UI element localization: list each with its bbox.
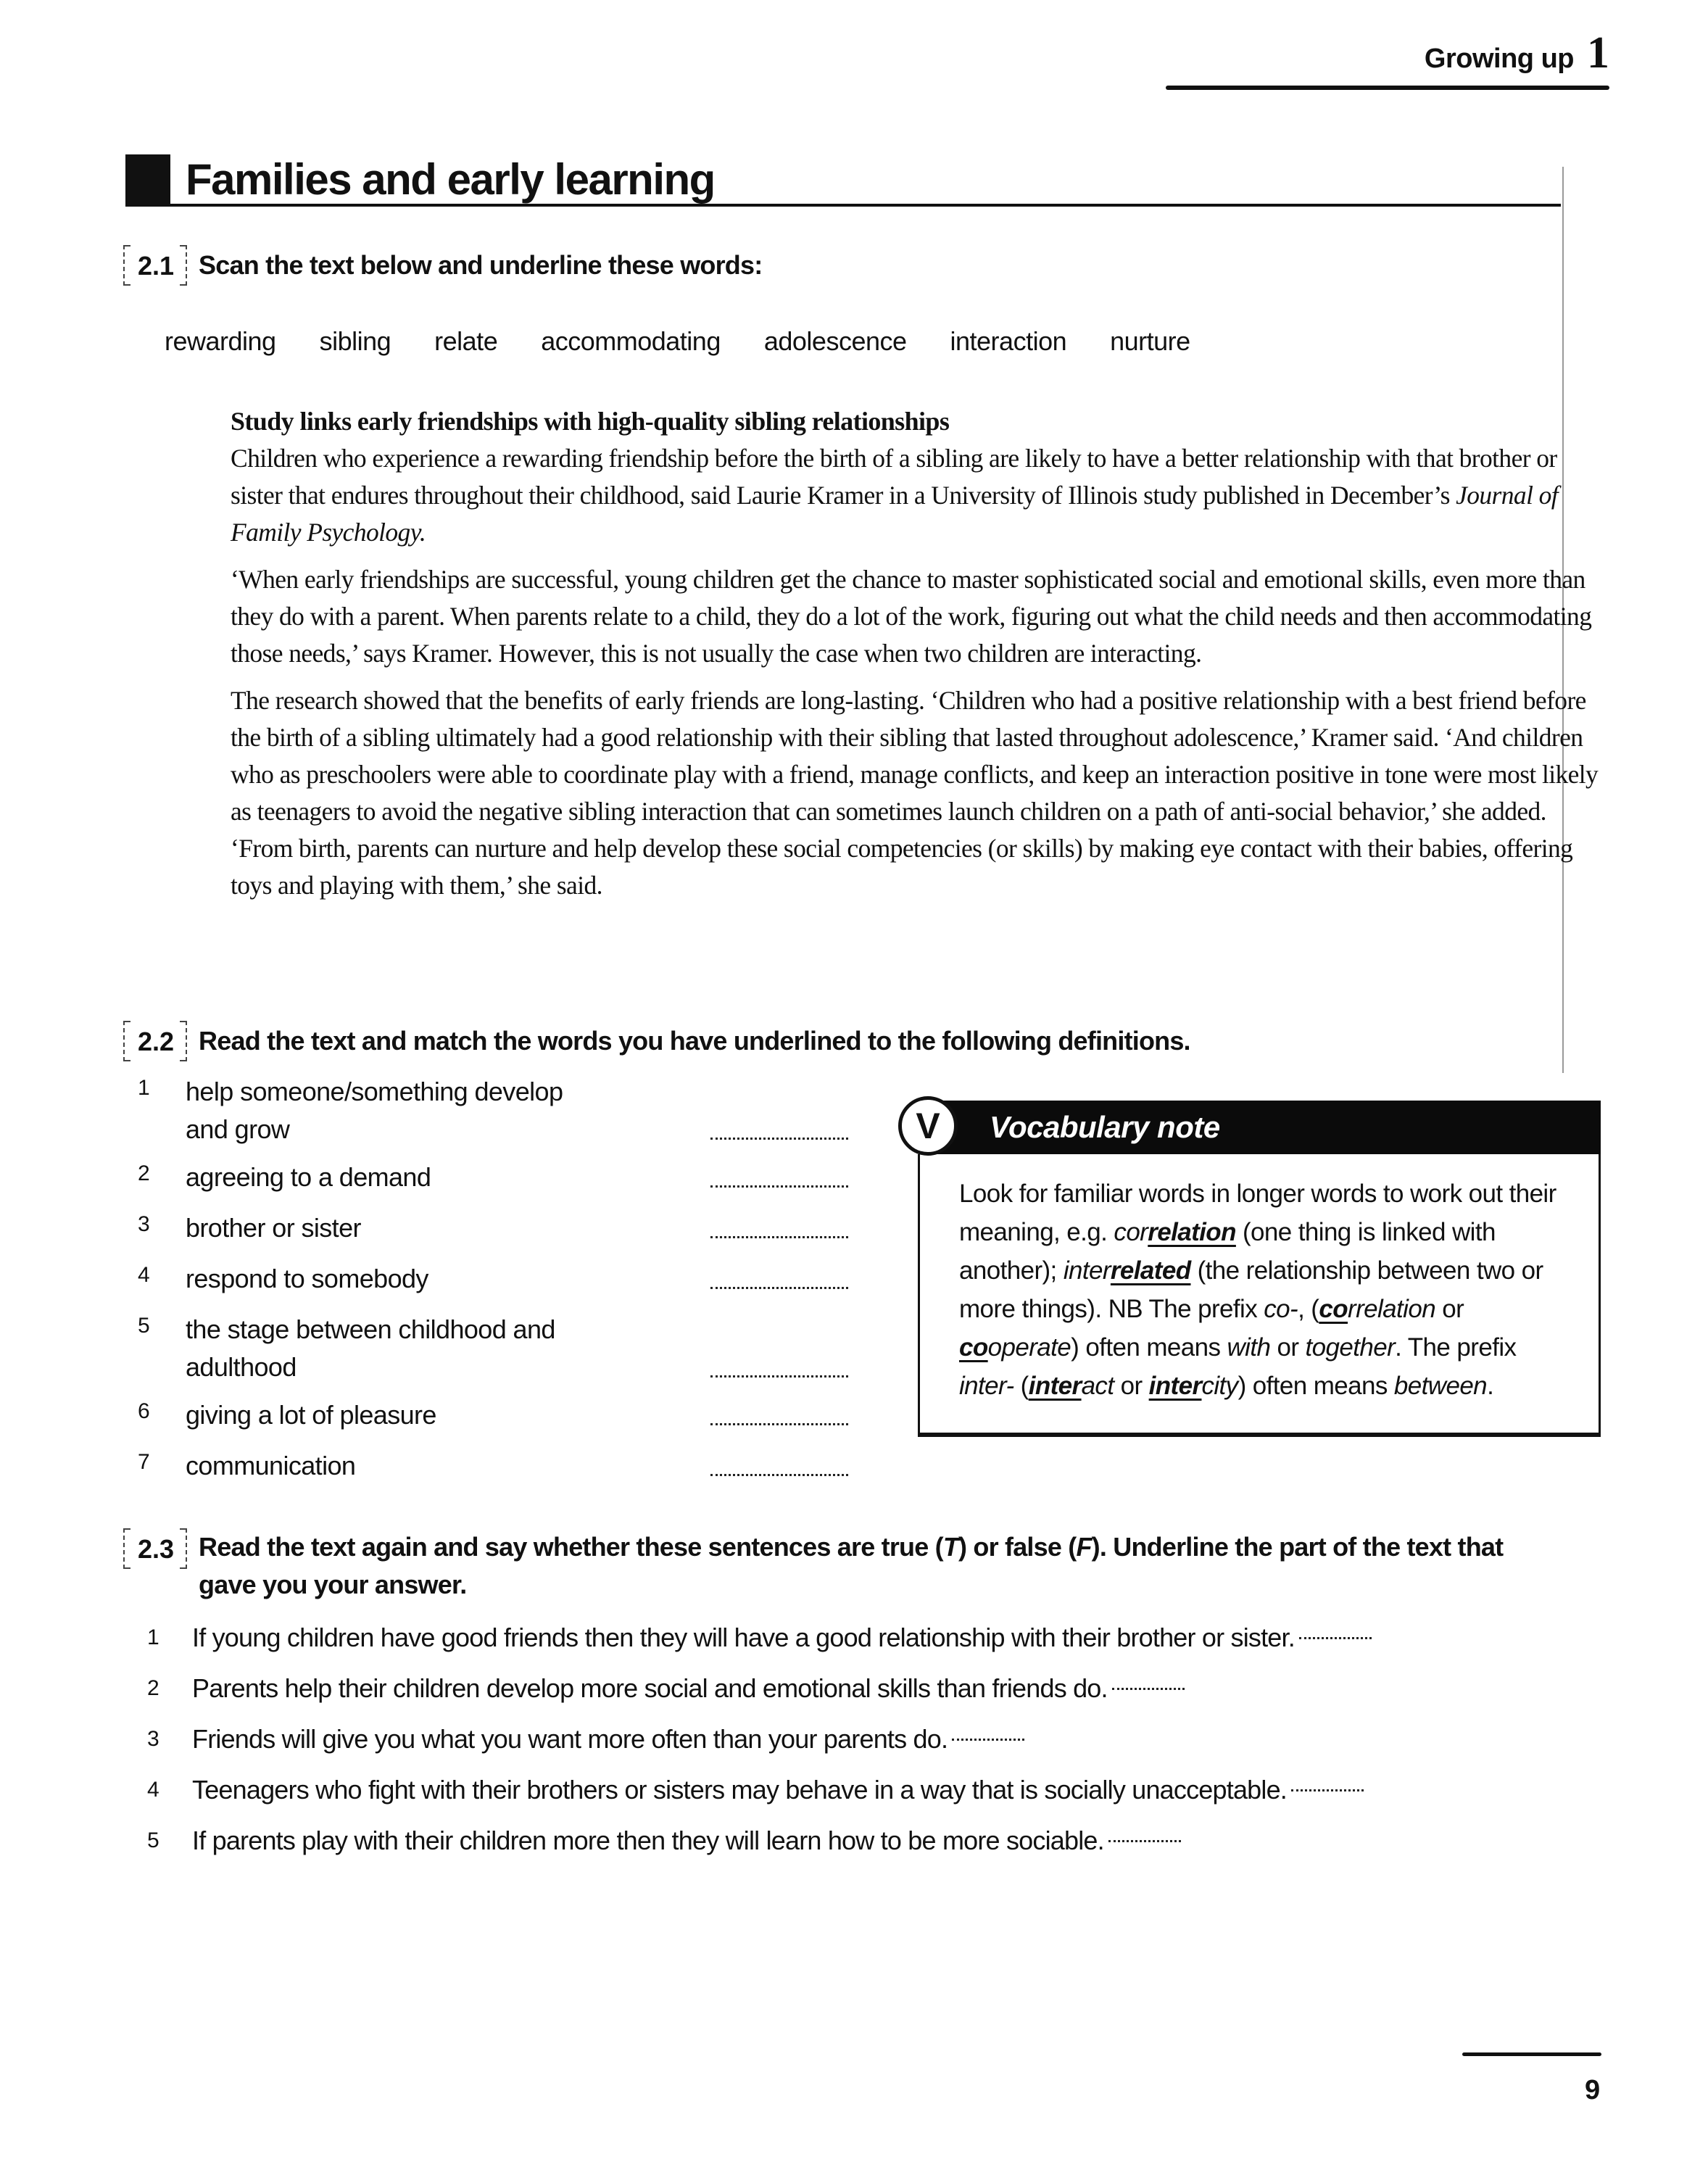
definition-item xyxy=(138,1260,863,1298)
prefix: inter- xyxy=(959,1372,1014,1400)
reading-passage xyxy=(231,403,1608,914)
item-number: 5 xyxy=(147,1828,159,1852)
answer-blank[interactable] xyxy=(1299,1637,1372,1639)
answer-blank[interactable] xyxy=(710,1423,848,1425)
header-rule xyxy=(1166,86,1609,90)
vocabulary-note-body xyxy=(918,1154,1601,1437)
passage-paragraph: ‘When early friendships are successful, young children get the chance to master sophisticated social and emotional skills, even more than they do with a parent. When parents relate to a child, they do a lot of the work, figuring out what the child needs and then accommodating those needs,’ says Kramer. However, this is not usually the case when two children are interacting. xyxy=(231,565,1592,668)
unit-number: 1 xyxy=(1587,28,1609,78)
definition-item xyxy=(138,1209,863,1247)
item-number: 1 xyxy=(147,1625,159,1649)
note-text: . xyxy=(1487,1372,1494,1400)
instruction-text: ) or false ( xyxy=(958,1532,1077,1562)
example-word xyxy=(1064,1256,1191,1285)
definition-item xyxy=(138,1396,863,1434)
item-number: 2 xyxy=(138,1161,150,1185)
definitions-list xyxy=(138,1073,863,1485)
prefix: co- xyxy=(1264,1295,1298,1323)
statement-text: Friends will give you what you want more often than your parents do. xyxy=(192,1724,948,1754)
prefix-highlight: inter xyxy=(1028,1372,1082,1400)
statement-text: If young children have good friends then they will have a good relationship with their brother or sister. xyxy=(192,1623,1295,1652)
answer-blank[interactable] xyxy=(952,1739,1024,1741)
note-text: ) often means xyxy=(1238,1372,1394,1400)
false-letter: F xyxy=(1076,1532,1092,1562)
item-number: 6 xyxy=(138,1399,150,1423)
answer-blank[interactable] xyxy=(710,1185,848,1188)
prefix-highlight: co xyxy=(1319,1295,1348,1323)
note-text: ( xyxy=(1013,1372,1029,1400)
exercise-instruction: Read the text and match the words you have underlined to the following definitions. xyxy=(199,1026,1190,1056)
answer-blank[interactable] xyxy=(710,1138,848,1140)
vocabulary-v-icon: V xyxy=(898,1096,958,1156)
target-word: nurture xyxy=(1110,326,1190,356)
example-word xyxy=(1319,1295,1435,1323)
answer-blank[interactable] xyxy=(710,1287,848,1289)
word-part: cor xyxy=(1114,1218,1148,1246)
exercise-2-2-heading xyxy=(123,1021,1190,1061)
exercise-instruction: Scan the text below and underline these words: xyxy=(199,250,763,280)
statement-text: Teenagers who fight with their brothers or sisters may behave in a way that is socially unacceptable. xyxy=(192,1775,1288,1805)
instruction-text: Read the text again and say whether these sentences are true ( xyxy=(199,1532,943,1562)
statement-item xyxy=(147,1663,1372,1714)
note-text: or xyxy=(1270,1333,1306,1362)
definition-item xyxy=(138,1159,863,1196)
definition-text: giving a lot of pleasure xyxy=(186,1400,436,1430)
target-word: sibling xyxy=(319,326,391,356)
item-number: 4 xyxy=(147,1778,159,1802)
section-title: Families and early learning xyxy=(186,155,715,204)
passage-paragraph xyxy=(231,440,1608,551)
item-number: 2 xyxy=(147,1676,159,1700)
example-word xyxy=(1029,1372,1114,1400)
item-number: 4 xyxy=(138,1263,150,1287)
item-number: 1 xyxy=(138,1076,150,1100)
item-number: 3 xyxy=(138,1212,150,1236)
definition-text: respond to somebody xyxy=(186,1264,428,1293)
word-part: city xyxy=(1201,1372,1238,1400)
target-word: relate xyxy=(434,326,498,356)
definition-text: help someone/something develop and grow xyxy=(186,1077,563,1144)
answer-blank[interactable] xyxy=(710,1375,848,1378)
chapter-title: Growing up xyxy=(1424,44,1574,74)
section-title-rule xyxy=(125,204,1561,207)
exercise-2-3-heading xyxy=(123,1528,1573,1604)
word-part: inter xyxy=(1063,1256,1111,1285)
word-part: operate xyxy=(987,1333,1071,1362)
answer-blank[interactable] xyxy=(1108,1840,1181,1842)
true-false-list xyxy=(147,1612,1372,1866)
statement-text: Parents help their children develop more social and emotional skills than friends do. xyxy=(192,1673,1108,1703)
example-word xyxy=(1149,1372,1238,1400)
note-text: Look for familiar words in longer words to work out their meaning, e.g. xyxy=(959,1180,1556,1246)
prefix-highlight: co xyxy=(959,1333,988,1362)
prefix-highlight: inter xyxy=(1148,1372,1202,1400)
statement-item xyxy=(147,1714,1372,1765)
meaning-word: between xyxy=(1393,1372,1488,1400)
example-word xyxy=(959,1333,1071,1362)
vocabulary-note-title: Vocabulary note xyxy=(990,1110,1220,1144)
definition-item xyxy=(138,1311,863,1386)
statement-item xyxy=(147,1765,1372,1815)
instruction-text: ). Underline the part of the text that gave you your answer. xyxy=(199,1532,1504,1599)
true-letter: T xyxy=(942,1532,959,1562)
statement-item xyxy=(147,1815,1372,1866)
exercise-number: 2.2 xyxy=(123,1021,187,1061)
definition-item xyxy=(138,1447,863,1485)
example-word xyxy=(1114,1218,1235,1246)
meaning-word: with xyxy=(1227,1333,1271,1362)
statement-text: If parents play with their children more then they will learn how to be more sociable. xyxy=(192,1826,1104,1855)
note-text: or xyxy=(1435,1295,1464,1323)
answer-blank[interactable] xyxy=(710,1236,848,1238)
item-number: 5 xyxy=(138,1314,150,1338)
passage-headline: Study links early friendships with high-quality sibling relationships xyxy=(231,407,950,436)
exercise-instruction xyxy=(199,1528,1504,1604)
target-word: adolescence xyxy=(763,326,907,356)
running-header xyxy=(1424,28,1609,78)
section-marker-block xyxy=(125,154,170,205)
definition-text: brother or sister xyxy=(186,1213,361,1243)
word-part: rrelation xyxy=(1348,1295,1436,1323)
target-word: interaction xyxy=(950,326,1067,356)
definition-text: communication xyxy=(186,1451,356,1480)
note-text: , ( xyxy=(1298,1295,1319,1323)
exercise-number: 2.1 xyxy=(123,245,187,286)
note-text: (one thing is linked with another); xyxy=(959,1218,1496,1285)
target-word-list xyxy=(165,326,1190,357)
footer-rule xyxy=(1462,2052,1601,2056)
root-word: related xyxy=(1110,1256,1191,1285)
definition-text: agreeing to a demand xyxy=(186,1162,431,1192)
note-text: or xyxy=(1114,1372,1149,1400)
target-word: accommodating xyxy=(541,326,721,356)
word-part: act xyxy=(1081,1372,1114,1400)
vocabulary-note-header xyxy=(916,1101,1601,1154)
note-text: (the relationship between two or more things). NB The prefix xyxy=(959,1256,1543,1323)
answer-blank[interactable] xyxy=(710,1474,848,1476)
note-text: ) often means xyxy=(1071,1333,1227,1362)
target-word: rewarding xyxy=(165,326,276,356)
answer-blank[interactable] xyxy=(1291,1789,1364,1791)
answer-blank[interactable] xyxy=(1112,1688,1185,1690)
page-number: 9 xyxy=(1585,2075,1601,2105)
exercise-number: 2.3 xyxy=(123,1528,187,1569)
root-word: relation xyxy=(1148,1218,1236,1246)
exercise-2-1-heading xyxy=(123,245,762,286)
passage-paragraph: The research showed that the benefits of early friends are long-lasting. ‘Children who had a positive relationship with a best friend before the birth of a sibling ultimately had a good relationship with their sibling that lasted throughout adolescence,’ Kramer said. ‘And children who as preschoolers were able to coordinate play with a friend, manage conflicts, and keep an interaction positive in tone were most likely as teenagers to avoid the negative sibling interaction that can sometimes launch children on a path of anti-social behavior,’ she added. ‘From birth, parents can nurture and help develop these social competencies (or skills) by making eye contact with their babies, offering toys and playing with them,’ she said. xyxy=(231,686,1599,900)
definition-item xyxy=(138,1073,863,1148)
journal-title: Journal of Family Psychology. xyxy=(231,481,1559,547)
vocabulary-note-box xyxy=(890,1101,1601,1437)
note-text: . The prefix xyxy=(1395,1333,1517,1362)
statement-item xyxy=(147,1612,1372,1663)
definition-text: the stage between childhood and adulthood xyxy=(186,1314,555,1382)
item-number: 7 xyxy=(138,1450,150,1474)
item-number: 3 xyxy=(147,1727,159,1751)
passage-text: Children who experience a rewarding friendship before the birth of a sibling are likely to have a better relationship with that brother or sister that endures throughout their childhood, said Laurie Kramer in a University of Illinois study published in December’s xyxy=(231,444,1557,510)
meaning-word: together xyxy=(1305,1333,1396,1362)
